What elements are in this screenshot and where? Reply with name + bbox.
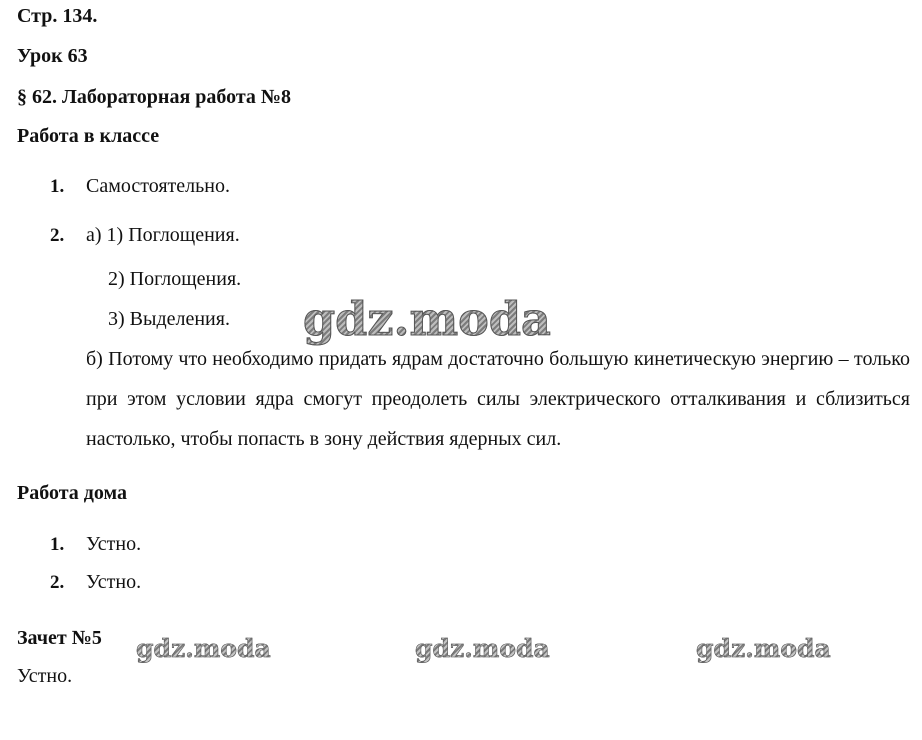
home-work-heading: Работа дома [17, 482, 127, 504]
class-sub-item: 3) Выделения. [108, 308, 230, 330]
watermark-logo: gdz.moda [415, 634, 550, 663]
class-item-number: 2. [50, 225, 65, 246]
class-work-heading: Работа в классе [17, 125, 160, 147]
watermark-logo: gdz.moda [136, 634, 271, 663]
home-item-number: 1. [50, 534, 65, 555]
test-heading: Зачет №5 [17, 627, 102, 649]
lesson-title: Урок 63 [17, 45, 88, 67]
page-number: Стр. 134. [17, 5, 98, 27]
test-text: Устно. [17, 665, 73, 687]
class-sub-item: 2) Поглощения. [108, 268, 242, 290]
watermark-logo: gdz.moda [696, 634, 831, 663]
class-item-text: Самостоятельно. [86, 175, 230, 197]
home-item-text: Устно. [86, 571, 142, 593]
class-item-text: а) 1) Поглощения. [86, 224, 240, 246]
watermark-logo: gdz.moda [303, 292, 551, 346]
home-item-number: 2. [50, 572, 65, 593]
class-item-number: 1. [50, 176, 65, 197]
answer-paragraph-b: б) Потому что необходимо придать ядрам достаточно большую кинетическую энергию – только при этом условии ядра смогут преодолеть силы электрического отталкивания и сблизиться настолько, чтобы попасть в зону действия ядерных сил. [86, 348, 910, 450]
section-title: § 62. Лабораторная работа №8 [17, 86, 292, 108]
home-item-text: Устно. [86, 533, 142, 555]
